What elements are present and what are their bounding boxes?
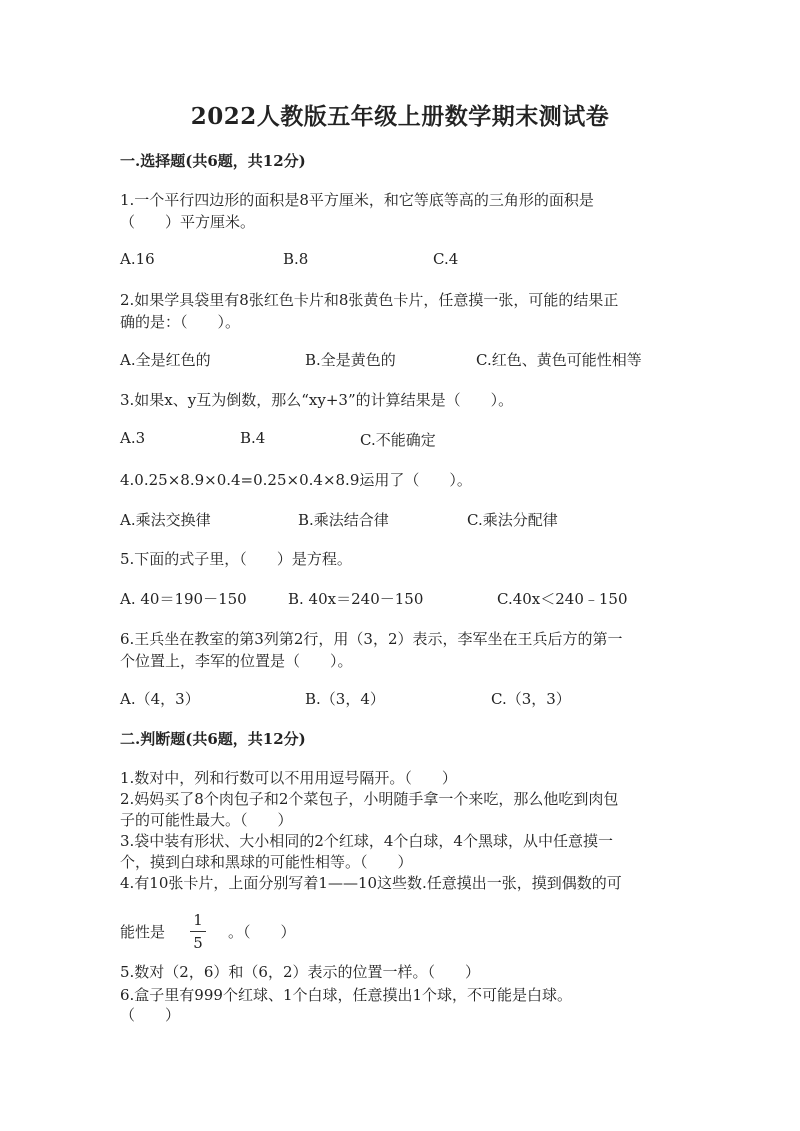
judgment-line-3: 子的可能性最大。（ ）: [120, 811, 293, 829]
question-4-option-a: A.乘法交换律: [120, 511, 211, 529]
question-5-option-c: C.40x＜240﹣150: [497, 590, 628, 608]
question-3-option-a: A.3: [120, 429, 146, 447]
question-6-option-a: A.（4，3）: [120, 690, 200, 708]
judgment-line-2: 2.妈妈买了8个肉包子和2个菜包子，小明随手拿一个来吃，那么他吃到肉包: [120, 790, 619, 808]
section-heading-choice: 一.选择题(共6题，共12分): [120, 152, 306, 170]
judgment-line-7: 5.数对（2，6）和（6，2）表示的位置一样。（ ）: [120, 963, 480, 981]
question-2-option-c: C.红色、黄色可能性相等: [476, 351, 642, 369]
question-4-option-c: C.乘法分配律: [467, 511, 558, 529]
judgment-line-1: 1.数对中，列和行数可以不用用逗号隔开。（ ）: [120, 769, 457, 787]
question-1-line-1: 1.一个平行四边形的面积是8平方厘米，和它等底等高的三角形的面积是: [120, 191, 594, 209]
judgment-line-4: 3.袋中装有形状、大小相同的2个红球，4个白球，4个黑球，从中任意摸一: [120, 832, 613, 850]
judgment-4-tail-after: 。（ ）: [228, 923, 296, 941]
question-6-line-2: 个位置上，李军的位置是（ ）。: [120, 652, 353, 670]
question-1-option-c: C.4: [433, 250, 459, 268]
page-title: 2022人教版五年级上册数学期末测试卷: [190, 103, 610, 130]
question-4-option-b: B.乘法结合律: [298, 511, 389, 529]
question-1-option-b: B.8: [283, 250, 309, 268]
question-5-line-1: 5.下面的式子里，（ ）是方程。: [120, 550, 352, 568]
judgment-line-8: 6.盒子里有999个红球、1个白球，任意摸出1个球，不可能是白球。: [120, 986, 573, 1004]
question-1-option-a: A.16: [120, 250, 155, 268]
question-5-option-b: B. 40x＝240－150: [288, 590, 424, 608]
fraction-one-fifth: [188, 912, 208, 951]
question-3-option-b: B.4: [240, 429, 266, 447]
question-2-option-a: A.全是红色的: [120, 351, 211, 369]
fraction-numerator: 1: [193, 911, 203, 929]
fraction-bar: [190, 931, 206, 932]
question-6-line-1: 6.王兵坐在教室的第3列第2行，用（3，2）表示，李军坐在王兵后方的第一: [120, 630, 623, 648]
question-2-line-1: 2.如果学具袋里有8张红色卡片和8张黄色卡片，任意摸一张，可能的结果正: [120, 291, 619, 309]
question-6-option-c: C.（3，3）: [491, 690, 571, 708]
question-5-option-a: A. 40＝190－150: [120, 590, 247, 608]
section-heading-judgment: 二.判断题(共6题，共12分): [120, 730, 306, 748]
question-2-line-2: 确的是：（ ）。: [120, 313, 241, 331]
question-1-line-2: （ ）平方厘米。: [120, 213, 256, 231]
judgment-line-6: 4.有10张卡片，上面分别写着1——10这些数.任意摸出一张，摸到偶数的可: [120, 874, 622, 892]
judgment-line-9: （ ）: [120, 1006, 181, 1024]
question-4-line-1: 4.0.25×8.9×0.4=0.25×0.4×8.9运用了（ ）。: [120, 471, 472, 489]
question-6-option-b: B.（3，4）: [305, 690, 385, 708]
fraction-denominator: 5: [193, 934, 203, 952]
question-3-option-c: C.不能确定: [360, 431, 436, 449]
question-2-option-b: B.全是黄色的: [305, 351, 396, 369]
question-3-line-1: 3.如果x、y互为倒数，那么“xy+3”的计算结果是（ ）。: [120, 391, 514, 409]
judgment-line-5: 个，摸到白球和黑球的可能性相等。（ ）: [120, 853, 413, 871]
judgment-4-tail-before: 能性是: [120, 923, 166, 941]
